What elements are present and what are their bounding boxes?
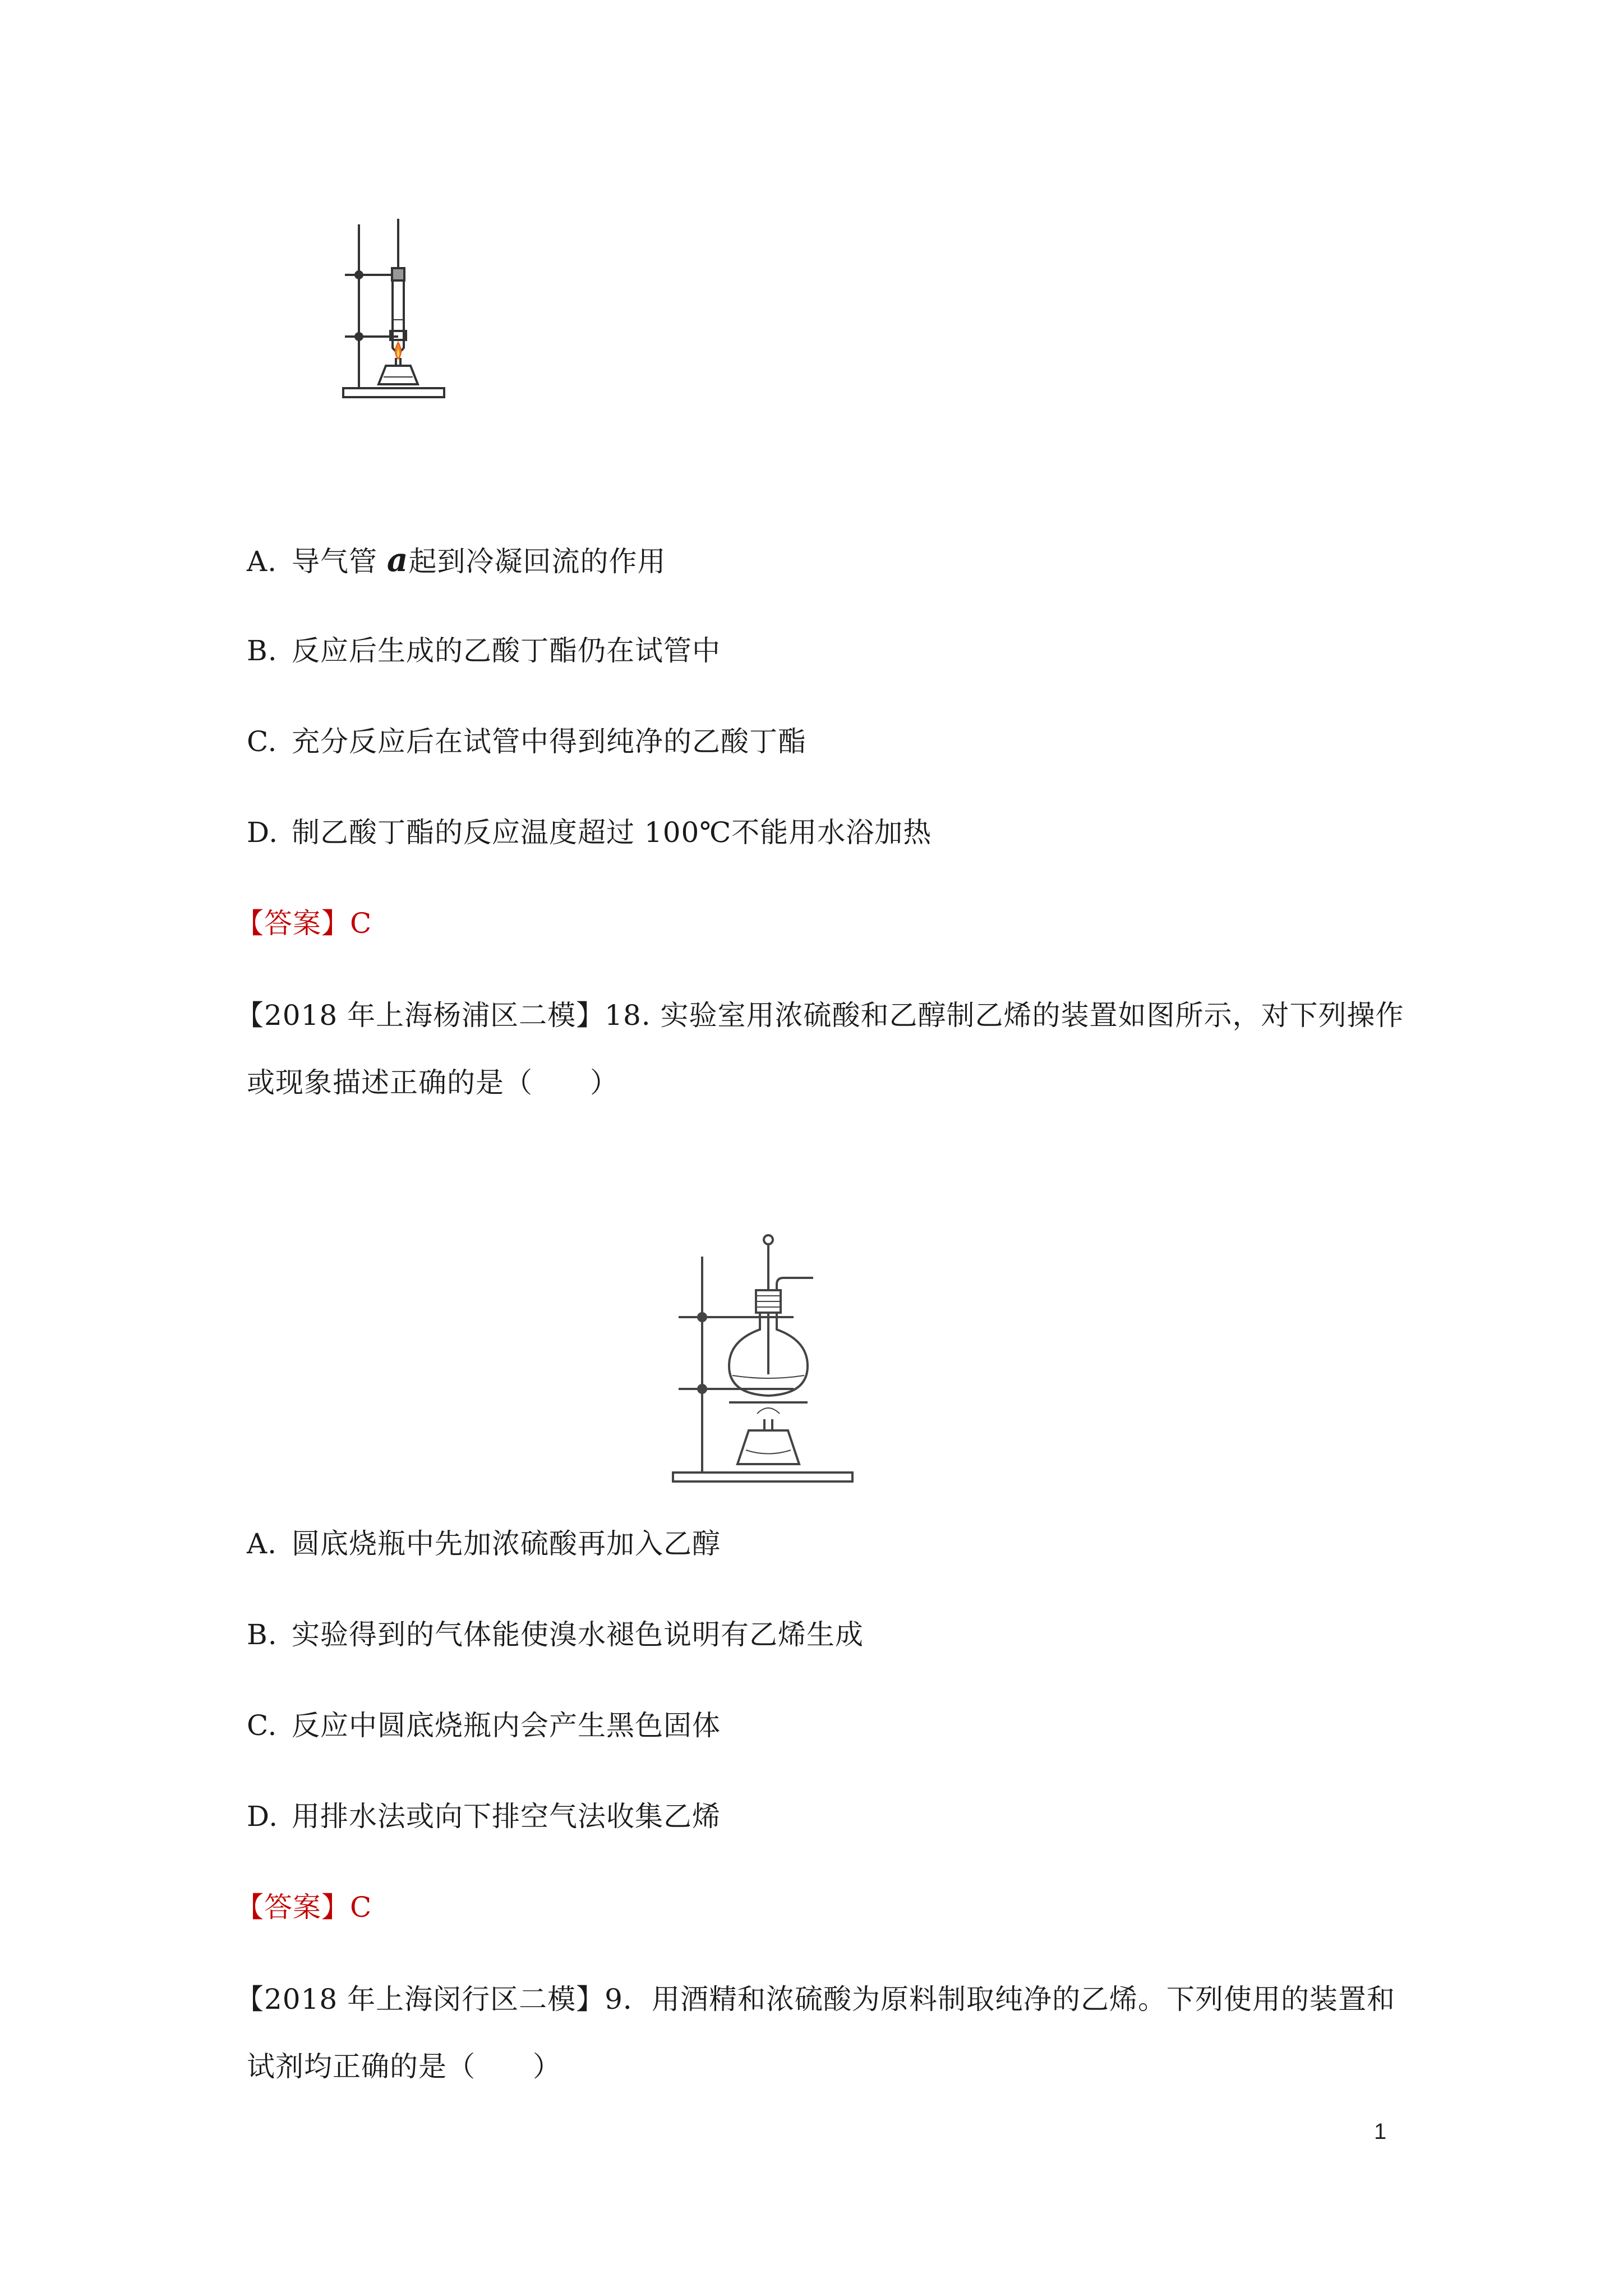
test-tube-apparatus-figure (336, 219, 460, 404)
q18-stem-line-2: 或现象描述正确的是（ ） (247, 1066, 619, 1099)
q18-option-c: C. 反应中圆底烧瓶内会产生黑色固体 (247, 1709, 721, 1742)
q9-stem-line-1: 【2018 年上海闵行区二模】9．用酒精和浓硫酸为原料制取纯净的乙烯。下列使用的装置和 (236, 1983, 1395, 2016)
q9-stem-line-2: 试剂均正确的是（ ） (247, 2050, 561, 2083)
q17-option-c: C. 充分反应后在试管中得到纯净的乙酸丁酯 (247, 725, 806, 758)
ethylene-apparatus-figure (667, 1234, 858, 1487)
variable-a: a (386, 541, 409, 579)
q18-answer: 【答案】C (236, 1891, 372, 1924)
q18-option-d: D. 用排水法或向下排空气法收集乙烯 (247, 1800, 721, 1833)
q17-option-b: B. 反应后生成的乙酸丁酯仍在试管中 (247, 634, 721, 667)
q18-option-a: A. 圆底烧瓶中先加浓硫酸再加入乙醇 (247, 1527, 721, 1560)
q17-option-d: D. 制乙酸丁酯的反应温度超过 100℃不能用水浴加热 (247, 816, 932, 849)
q18-stem-line-1: 【2018 年上海杨浦区二模】18. 实验室用浓硫酸和乙醇制乙烯的装置如图所示，对下列操作 (236, 999, 1404, 1032)
page-number: 1 (1374, 2119, 1387, 2144)
q18-option-b: B. 实验得到的气体能使溴水褪色说明有乙烯生成 (247, 1618, 864, 1651)
q17-answer: 【答案】C (236, 907, 372, 940)
q17-option-a: A. 导气管 a起到冷凝回流的作用 (247, 541, 666, 579)
